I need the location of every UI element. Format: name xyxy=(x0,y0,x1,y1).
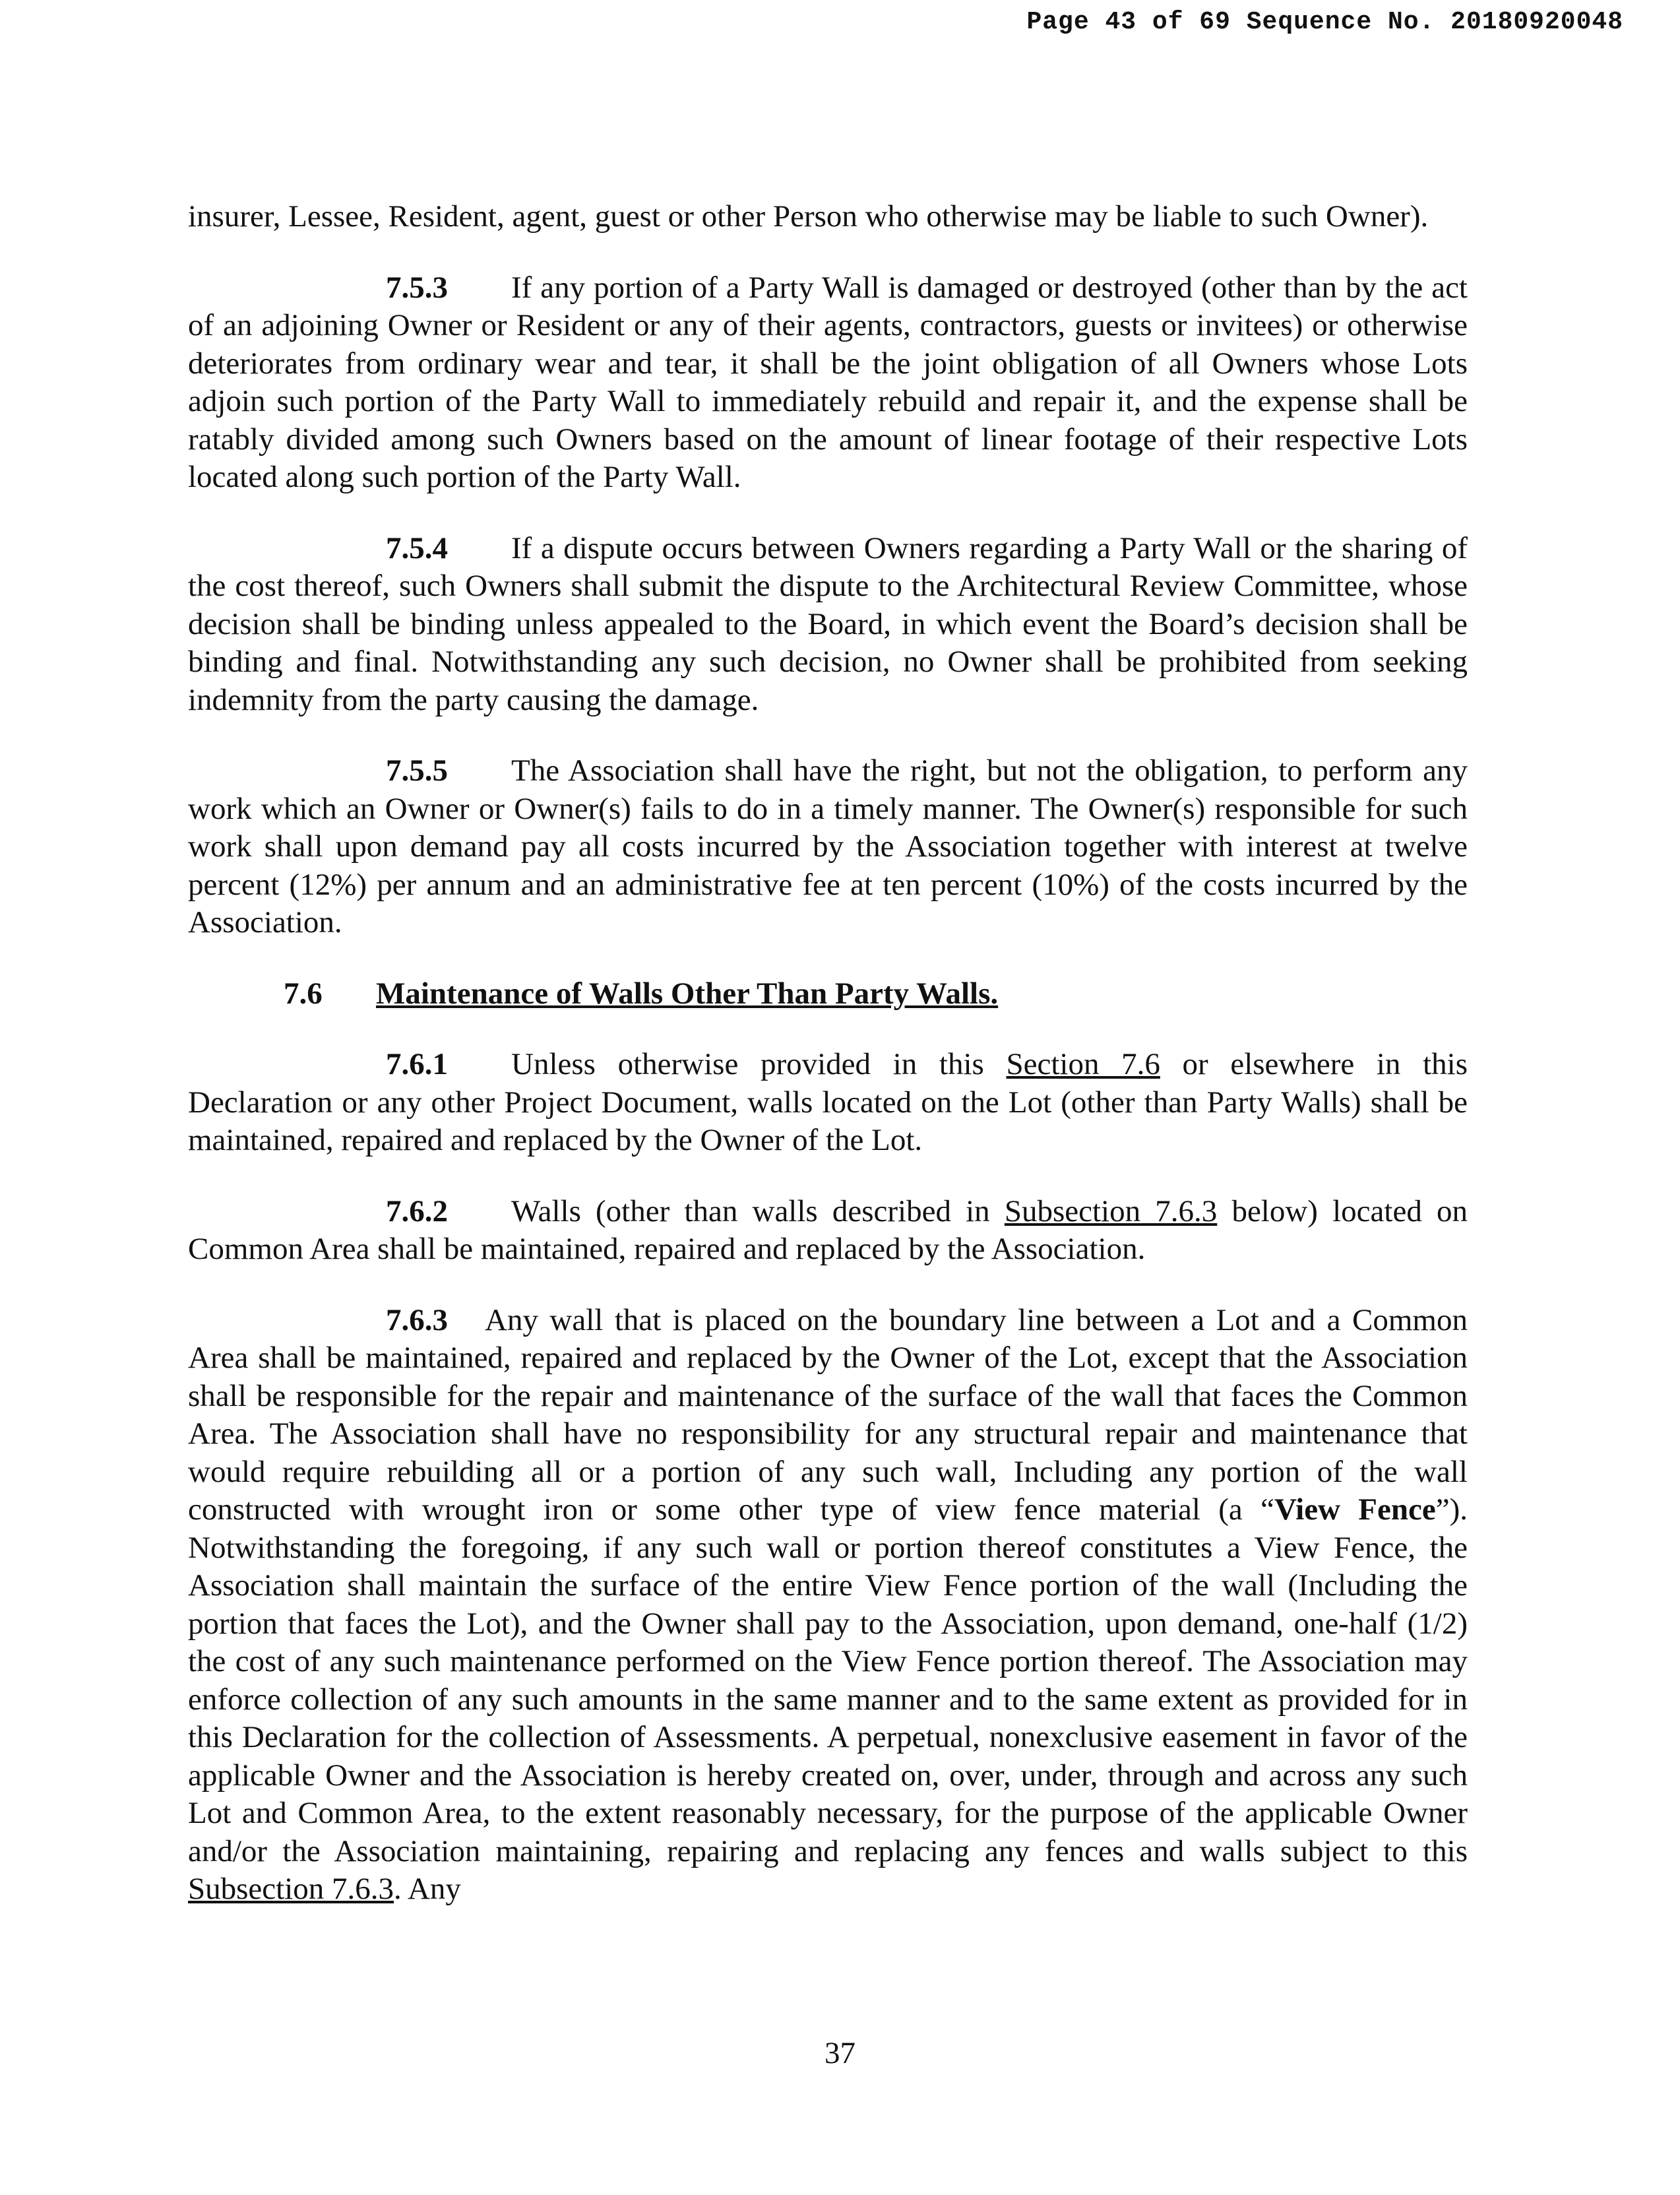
section-text: Unless otherwise provided in this xyxy=(511,1047,1007,1081)
section-text: If a dispute occurs between Owners regarding a Party Wall or the sharing of the cost thereof, such Owners shall submit the dispute to the Architectural Review Committee, whose decision shall be binding unless appealed to the Board, in which event the Board’s decision shall be binding and final. Notwithstanding any such decision, no Owner shall be prohibited from seeking indemnity from the party causing the damage. xyxy=(188,530,1468,717)
section-text: below) located on Common Area shall be maintained, repaired and replaced by the Association. xyxy=(188,1193,1468,1266)
section-number: 7.6.2 xyxy=(386,1193,448,1228)
subsection-7-5-4 xyxy=(188,530,1468,720)
section-text: Walls (other than walls described in xyxy=(511,1193,1005,1228)
section-reference: Subsection 7.6.3 xyxy=(188,1872,394,1906)
page-sequence-header: Page 43 of 69 Sequence No. 20180920048 xyxy=(1026,8,1623,36)
section-title: Maintenance of Walls Other Than Party Walls. xyxy=(376,976,999,1011)
page-number: 37 xyxy=(824,2036,856,2070)
section-number: 7.6 xyxy=(284,976,323,1011)
section-reference: Section 7.6 xyxy=(1006,1047,1160,1081)
document-body xyxy=(188,198,1468,1942)
section-number: 7.5.4 xyxy=(386,530,448,565)
section-text: ”). Notwithstanding the foregoing, if any such wall or portion thereof constitutes a View Fence, the Association shall maintain the surface of the entire View Fence portion of the wall (Including the portion that faces the Lot), and the Owner shall pay to the Association, upon demand, one-half (1/2) the cost of any such maintenance performed on the View Fence portion thereof. The Association may enforce collection of any such amounts in the same manner and to the same extent as provided for in this Declaration for the collection of Assessments. A perpetual, nonexclusive easement in favor of the applicable Owner and the Association is hereby created on, over, under, through and across any such Lot and Common Area, to the extent reasonably necessary, for the purpose of the applicable Owner and/or the Association maintaining, repairing and replacing any fences and walls subject to this xyxy=(188,1492,1468,1868)
defined-term: View Fence xyxy=(1274,1492,1436,1527)
subsection-7-5-3 xyxy=(188,269,1468,497)
section-text: If any portion of a Party Wall is damaged or destroyed (other than by the act of an adjoining Owner or Resident or any of their agents, contractors, guests or invitees) or otherwise deteriorates from ordinary wear and tear, it shall be the joint obligation of all Owners whose Lots adjoin such portion of the Party Wall to immediately rebuild and repair it, and the expense shall be ratably divided among such Owners based on the amount of linear footage of their respective Lots located along such portion of the Party Wall. xyxy=(188,270,1468,494)
subsection-7-6-3 xyxy=(188,1302,1468,1909)
section-text: . Any xyxy=(394,1872,461,1906)
section-text: Any wall that is placed on the boundary line between a Lot and a Common Area shall be maintained, repaired and replaced by the Owner of the Lot, except that the Association shall be responsible for the repair and maintenance of the surface of the wall that faces the Common Area. The Association shall have no responsibility for any structural repair and maintenance that would require rebuilding all or a portion of any such wall, Including any portion of the wall constructed with wrought iron or some other type of view fence material (a “ xyxy=(188,1302,1468,1527)
section-text: The Association shall have the right, but not the obligation, to perform any work which an Owner or Owner(s) fails to do in a timely manner. The Owner(s) responsible for such work shall upon demand pay all costs incurred by the Association together with interest at twelve percent (12%) per annum and an administrative fee at ten percent (10%) of the costs incurred by the Association. xyxy=(188,753,1468,939)
section-reference: Subsection 7.6.3 xyxy=(1004,1193,1218,1228)
section-text: or elsewhere in this Declaration or any other Project Document, walls located on the Lot (other than Party Walls) shall be maintained, repaired and replaced by the Owner of the Lot. xyxy=(188,1047,1468,1157)
section-number: 7.6.3 xyxy=(386,1302,448,1337)
section-7-6-heading xyxy=(188,975,1468,1013)
section-number: 7.5.3 xyxy=(386,270,448,305)
section-number: 7.6.1 xyxy=(386,1047,448,1081)
paragraph-continuation: insurer, Lessee, Resident, agent, guest or other Person who otherwise may be liable to such Owner). xyxy=(188,199,1429,234)
section-number: 7.5.5 xyxy=(386,753,448,788)
subsection-7-6-1 xyxy=(188,1046,1468,1160)
subsection-7-5-5 xyxy=(188,752,1468,942)
subsection-7-6-2 xyxy=(188,1193,1468,1269)
